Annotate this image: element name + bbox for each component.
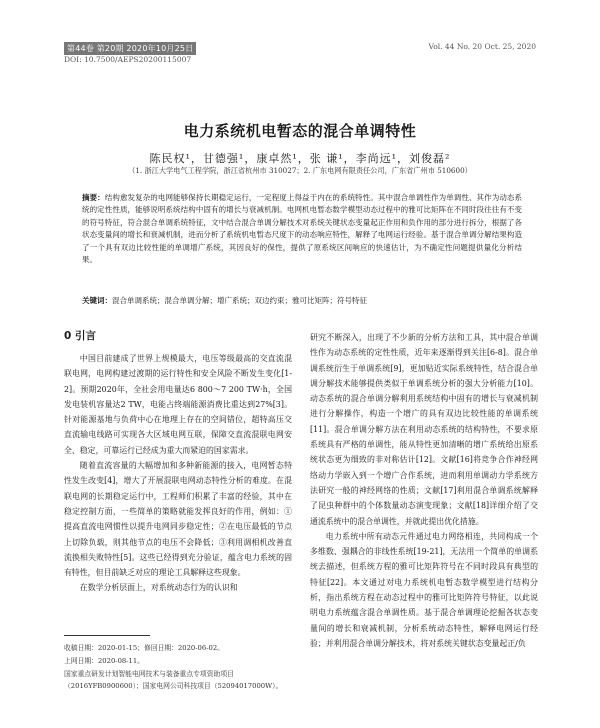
abstract xyxy=(82,192,522,266)
footnotes xyxy=(64,642,292,693)
footnote-divider xyxy=(64,635,150,636)
body-column-left xyxy=(64,351,292,596)
journal-issue-tag: 第44卷 第20期 2020年10月25日 xyxy=(64,42,196,55)
keywords xyxy=(82,295,522,307)
abstract-label: 摘要： xyxy=(82,193,105,202)
footnote-online: 上网日期：2020-08-11。 xyxy=(64,656,144,665)
paragraph: 电力系统中所有动态元件通过电力网络相连，共同构成一个多维数、强耦合的非线性系统[19-21]，无法用一个简单的单调系统去描述，但系统方程的雅可比矩阵符号在不同时段具有典型的特征[22]。本文通过对电力系统机电暂态数学模型进行结构分析，指出系统方程在动态过程中的雅可比矩阵符号特征，以此说明电力系统蕴含混合单调性质。基于混合单调理论挖掘各状态变量间的增长和衰减机制，分析系统动态特性，解释电网运行经验；并利用混合单调分解技术，将对系统关键状态变量起正/负 xyxy=(310,531,538,648)
paper-title: 电力系统机电暂态的混合单调特性 xyxy=(183,122,417,140)
section-heading-introduction: 0 引言 xyxy=(64,330,96,342)
paragraph: 在数学分析层面上，对系统动态行为的认识和 xyxy=(79,583,238,593)
affiliations: （1. 浙江大学电气工程学院，浙江省杭州市 310027；2. 广东电网有限责任公司，广东省广州市 510600） xyxy=(128,166,472,175)
keywords-text: 混合单调系统；混合单调分解；增广系统；双边约束；雅可比矩阵；符号特征 xyxy=(112,296,367,305)
paragraph: 研究不断深入，出现了不少新的分析方法和工具，其中混合单调性作为动态系统的定性性质，近年来逐渐得到关注[6-8]。混合单调系统衍生于单调系统[9]，更加贴近实际系统特性，结合混合单调分解技术能够提供类似于单调系统分析的强大分析能力[10]。动态系统的混合单调分解利用系统结构中固有的增长与衰减机制进行分解操作，构造一个增广的具有双边比较性能的单调系统[11]。混合单调分解方法在利用动态系统的结构特性，不要求原系统具有严格的单调性，能从特性更加清晰的增广系统给出原系统状态更为细致的非对称估计[12]。文献[16]将竞争合作神经网络动力学嵌入到一个增广合作系统，进而利用单调动力学系统方法研究一般的神经网络的性质；文献[17]利用混合单调系统解释了昆虫种群中的个体数量动态演变现象；文献[18]详细介绍了交通流系统中的混合单调性，并就此提出优化措施。 xyxy=(310,333,538,526)
journal-volume-info: Vol. 44 No. 20 Oct. 25, 2020 xyxy=(428,42,536,51)
doi-line: DOI: 10.7500/AEPS20200115007 xyxy=(64,55,192,64)
author-list: 陈民权¹，甘德强¹，康卓然¹，张 谦¹，李尚远¹，刘俊磊² xyxy=(149,152,451,165)
paragraph: 中国目前建成了世界上规模最大，电压等级最高的交直流混联电网，电网构建过渡期的运行特性和安全风险不断发生变化[1-2]。预期2020年，全社会用电量达6 800～7 200 TW·h，全国发电装机容量达2 TW，电能占终端能源消费比重达到27%[3]。针对能源基地与负荷中心在地理上存在的空间错位，超特高压交直流输电线路可实现各大区域电网互联，保障交直流混联电网安全、稳定，可靠运行已经成为重大而紧迫的国家需求。 xyxy=(64,354,292,455)
keywords-label: 关键词： xyxy=(82,296,112,305)
paragraph: 随着直流容量的大幅增加和多种新能源的接入，电网暂态特性发生改变[4]，增大了开展混联电网动态特性分析的难度。在混联电网的长期稳定运行中，工程师们积累了丰富的经验，其中在稳定控制方面，一些简单的策略就能发挥良好的作用，例如：①提高直流电网惯性以提升电网同步稳定性；②在电压最低的节点上切除负载，则其他节点的电压不会降低；③利用调相机改善直流换相失败特性[5]。这些已经得到充分验证，蕴含电力系统的固有特性，但目前缺乏对应的理论工具解释这些现象。 xyxy=(64,461,292,578)
body-column-right xyxy=(310,330,538,651)
footnote-funding: 国家重点研发计划智能电网技术与装备重点专项资助项目（2016YFB0900600）；国家电网公司科技项目（52094017000W）。 xyxy=(64,669,283,691)
abstract-text: 结构愈发复杂的电网能够保持长期稳定运行，一定程度上得益于内在的系统特性。其中混合单调性作为单调性、其作为动态系统的定性性质，能够说明系统结构中固有的增长与衰减机制。电网机电暂态数学模型动态过程中的雅可比矩阵在不同时段往往有不变的符号特征，符合混合单调系统特征，文中结合混合单调分解技术对系统关键状态变量起正作用和负作用的部分进行拆分，根据了各状态变量间的增长和衰减机制，进而分析了系统机电暂态尺度下的动态响应特性，解释了电网运行经验。基于混合单调分解结果构造了一个具有双边比较性能的单调增广系统，其因良好的保性，提供了原系统区间响应的快速估计，为不确定性问题提供量化分析结果。 xyxy=(82,193,522,265)
footnote-received: 收稿日期：2020-01-15；修回日期：2020-06-02。 xyxy=(64,644,224,652)
